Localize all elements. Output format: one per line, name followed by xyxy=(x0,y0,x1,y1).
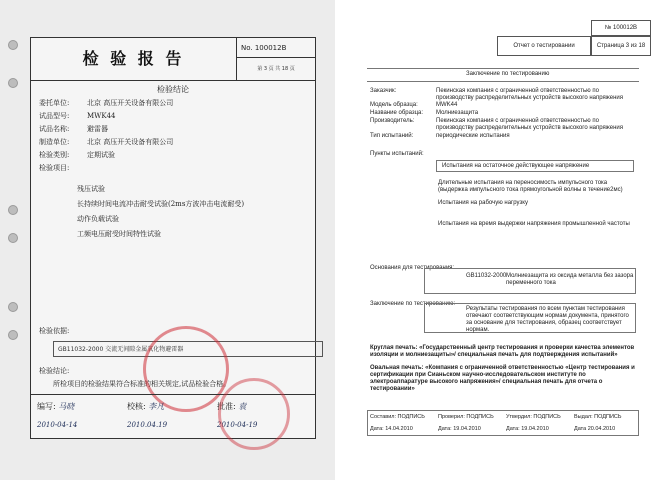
report-number: № 100012B xyxy=(591,20,651,36)
signature-date: Дата: 14.04.2010 xyxy=(370,426,413,432)
punch-hole xyxy=(8,40,18,50)
round-stamp-note: Круглая печать: «Государственный центр тестирования и проверки качества элементов изоляции и молниезащиты»/ специальная печать для подтверждения испытаний» xyxy=(370,345,635,358)
handwritten-signature: 袁 xyxy=(238,402,247,411)
report-header-table xyxy=(367,20,667,62)
conclusion-subtitle: 检验结论 xyxy=(157,85,189,94)
field-label: 制造单位: xyxy=(39,138,70,146)
scanned-chinese-report xyxy=(0,0,335,480)
basis-label: 检验依据: xyxy=(39,327,70,335)
page-indicator: 第 3 页 共 18 页 xyxy=(257,66,295,72)
divider xyxy=(367,81,639,82)
punch-hole xyxy=(8,78,18,88)
conclusion-label: Заключение по тестированию: xyxy=(370,301,455,307)
basis-label: Основания для тестирования: xyxy=(370,265,455,271)
field-row xyxy=(39,137,173,147)
field-value: Пекинская компания с ограниченной ответственностью по производству распределительных устройств высокого напряжения xyxy=(436,118,624,131)
test-item: 残压试验 xyxy=(77,185,105,193)
report-title: 检 验 报 告 xyxy=(31,38,237,80)
basis-text: Молниезащита из оксида металла без зазора переменного тока xyxy=(506,273,634,286)
red-round-stamp xyxy=(218,378,290,450)
report-label: Отчет о тестировании xyxy=(497,36,591,56)
signature-approver: 批准: 袁 xyxy=(217,402,247,411)
signature-label: Выдал: ПОДПИСЬ xyxy=(574,414,622,420)
field-key: Название образца: xyxy=(370,110,424,116)
handwritten-date: 2010.04.19 xyxy=(127,421,168,429)
handwritten-date: 2010-04-19 xyxy=(217,421,258,429)
field-key: Производитель: xyxy=(370,118,415,124)
conclusion-text: Результаты тестирования по всем пунктам тестирования отвечают соответствующим нормам документа, принятого за основание для тестирования, образец соответствует нормам. xyxy=(466,306,629,333)
field-row xyxy=(39,150,115,160)
field-value: периодические испытания xyxy=(436,133,510,139)
field-value: MWK44 xyxy=(436,102,458,108)
test-item: Испытания на остаточное действующее напряжение xyxy=(442,163,590,169)
conclusion-label: 检验结论: xyxy=(39,367,70,375)
punch-hole xyxy=(8,330,18,340)
items-label: 检验项目: xyxy=(39,164,70,172)
field-label: 委托单位: xyxy=(39,99,70,107)
handwritten-signature: 李凡 xyxy=(148,402,165,411)
field-row xyxy=(39,124,108,134)
conclusion-title: Заключение по тестированию xyxy=(466,71,550,77)
field-key: Заказчик: xyxy=(370,88,397,94)
signature-label: Утвердил: ПОДПИСЬ xyxy=(506,414,561,420)
test-item: 工频电压耐受时间特性试验 xyxy=(77,230,161,238)
report-frame xyxy=(30,37,316,439)
signature-date: Дата 20.04.2010 xyxy=(574,426,616,432)
test-item: 长持续时间电流冲击耐受试验(2ms方波冲击电流耐受) xyxy=(77,200,245,208)
report-header xyxy=(31,38,315,81)
russian-translation-page xyxy=(336,0,671,480)
field-label: 试品名称: xyxy=(39,125,70,133)
field-key: Тип испытаний: xyxy=(370,133,414,139)
handwritten-date: 2010-04-14 xyxy=(37,421,78,429)
field-value: MWK44 xyxy=(87,112,116,120)
punch-hole xyxy=(8,302,18,312)
test-items-label: Пункты испытаний: xyxy=(370,151,424,157)
punch-hole xyxy=(8,233,18,243)
test-item: 动作负载试验 xyxy=(77,215,119,223)
punch-hole xyxy=(8,205,18,215)
handwritten-signature: 马晓 xyxy=(58,402,75,411)
test-item: Длительные испытания на переносимость импульсного тока (выдержка импульсного тока прямоугольной волны в течение2мс) xyxy=(438,180,623,193)
field-value: 定期试验 xyxy=(87,151,115,159)
signature-label: Составил: ПОДПИСЬ xyxy=(370,414,425,420)
signature-label: Проверил: ПОДПИСЬ xyxy=(438,414,494,420)
field-key: Модель образца: xyxy=(370,102,418,108)
divider xyxy=(367,68,639,69)
test-item: Испытания на рабочую нагрузку xyxy=(438,200,528,206)
signature-date: Дата: 19.04.2010 xyxy=(506,426,549,432)
page-label: Страница 3 из 18 xyxy=(591,36,651,56)
field-row xyxy=(39,111,116,121)
field-value: 北京 高压开关设备有限公司 xyxy=(87,138,174,146)
field-label: 试品型号: xyxy=(39,112,70,120)
oval-stamp-note: Овальная печать: «Компания с ограниченной ответственностью «Центр тестирования и сертификации при Сианьском научно-исследовательском институте по электроаппаратуре высокого напряжения»/ специальная печать для отчета о тестировании» xyxy=(370,365,635,392)
field-value: 北京 高压开关设备有限公司 xyxy=(87,99,174,107)
test-item: Испытания на время выдержки напряжения промышленной частоты xyxy=(438,221,630,227)
signature-writer: 编写: 马晓 xyxy=(37,402,75,411)
signature-date: Дата: 19.04.2010 xyxy=(438,426,481,432)
field-row xyxy=(39,98,173,108)
signature-checker: 校核: 李凡 xyxy=(127,402,165,411)
field-value: Молниезащита xyxy=(436,110,479,116)
report-number: No. 100012B xyxy=(237,38,315,58)
basis-box: GB11032-2000 交流无间隙金属氧化物避雷器 xyxy=(53,341,323,357)
field-value: Пекинская компания с ограниченной ответственностью по производству распределительных устройств высокого напряжения xyxy=(436,88,624,101)
conclusion-text: 所检项目的检验结果符合标准的相关规定,试品检验合格。 xyxy=(53,380,231,388)
basis-code: GB11032-2000 xyxy=(466,273,507,279)
field-value: 避雷器 xyxy=(87,125,108,133)
field-label: 检验类别: xyxy=(39,151,70,159)
